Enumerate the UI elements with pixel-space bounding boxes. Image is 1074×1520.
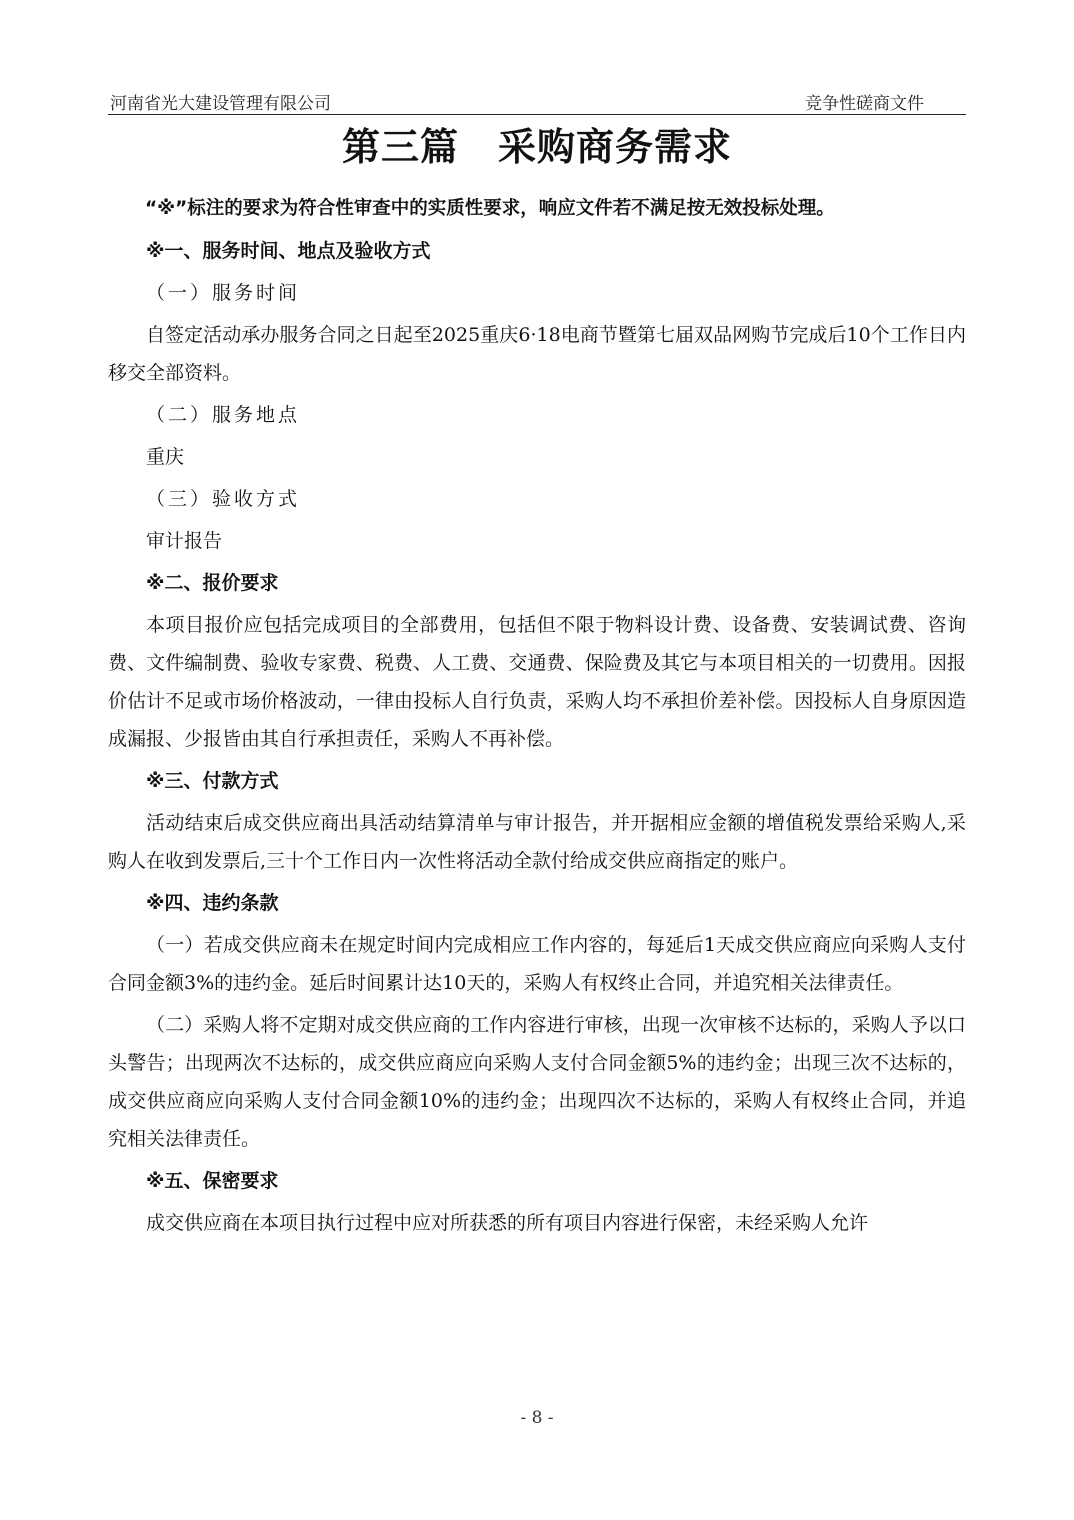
section-heading-2: ※二、报价要求 bbox=[146, 572, 279, 594]
subheading-service-time: （一）服务时间 bbox=[146, 282, 301, 304]
confidentiality-text: 成交供应商在本项目执行过程中应对所获悉的所有项目内容进行保密，未经采购人允许 bbox=[146, 1212, 869, 1234]
subheading-acceptance-method: （三）验收方式 bbox=[146, 488, 301, 510]
service-time-text: 自签定活动承办服务合同之日起至2025重庆6·18电商节暨第七届双品网购节完成后10个工作日内移交全部资料。 bbox=[108, 324, 966, 384]
page-header bbox=[108, 86, 966, 115]
breach-clause-2: （二）采购人将不定期对成交供应商的工作内容进行审核，出现一次审核不达标的，采购人予以口头警告；出现两次不达标的，成交供应商应向采购人支付合同金额5%的违约金；出现三次不达标的，成交供应商应向采购人支付合同金额10%的违约金；出现四次不达标的，采购人有权终止合同，并追究相关法律责任。 bbox=[108, 1014, 966, 1150]
section-heading-1: ※一、服务时间、地点及验收方式 bbox=[146, 240, 431, 262]
page-number: - 8 - bbox=[520, 1408, 554, 1428]
breach-clause-1: （一）若成交供应商未在规定时间内完成相应工作内容的，每延后1天成交供应商应向采购人支付合同金额3%的违约金。延后时间累计达10天的，采购人有权终止合同，并追究相关法律责任。 bbox=[108, 934, 966, 994]
service-location-text: 重庆 bbox=[146, 446, 185, 468]
acceptance-method-text: 审计报告 bbox=[146, 530, 223, 552]
substantive-requirement-note: “※”标注的要求为符合性审查中的实质性要求，响应文件若不满足按无效投标处理。 bbox=[145, 198, 835, 219]
section-heading-5: ※五、保密要求 bbox=[146, 1170, 279, 1192]
section-heading-3: ※三、付款方式 bbox=[146, 770, 279, 792]
header-doc-type: 竞争性磋商文件 bbox=[805, 94, 924, 113]
subheading-service-location: （二）服务地点 bbox=[146, 404, 301, 426]
section-heading-4: ※四、违约条款 bbox=[146, 892, 279, 914]
header-company: 河南省光大建设管理有限公司 bbox=[110, 94, 331, 113]
document-body bbox=[108, 190, 966, 1246]
quotation-requirement-text: 本项目报价应包括完成项目的全部费用，包括但不限于物料设计费、设备费、安装调试费、咨询费、文件编制费、验收专家费、税费、人工费、交通费、保险费及其它与本项目相关的一切费用。因报价估计不足或市场价格波动，一律由投标人自行负责，采购人均不承担价差补偿。因投标人自身原因造成漏报、少报皆由其自行承担责任，采购人不再补偿。 bbox=[108, 614, 966, 750]
payment-method-text: 活动结束后成交供应商出具活动结算清单与审计报告，并开据相应金额的增值税发票给采购人,采购人在收到发票后,三十个工作日内一次性将活动全款付给成交供应商指定的账户。 bbox=[108, 812, 966, 872]
page-title: 第三篇 采购商务需求 bbox=[341, 125, 732, 169]
